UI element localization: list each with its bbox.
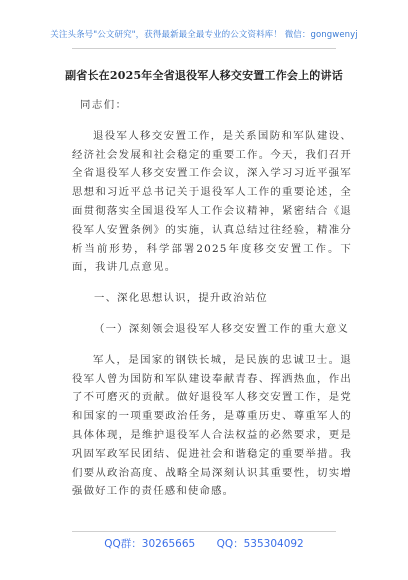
footer-divider <box>72 531 336 532</box>
footer-contact <box>0 536 408 551</box>
subsection-paragraph: 军人，是国家的钢铁长城，是民族的忠诚卫士。退役军人曾为国防和军队建设奉献青春、挥洒热血，作出了不可磨灭的贡献。做好退役军人移交安置工作，是党和国家的一项重要政治任务，是尊重历史、尊重军人的具体体现，是维护退役军人合法权益的必然要求，更是巩固军政军民团结、促进社会和谐稳定的重要举措。我们要从政治高度、战略全局深刻认识其重要性，切实增强做好工作的责任感和使命感。 <box>72 353 352 498</box>
qq-group-number: QQ群：30265665 <box>104 538 196 550</box>
header-banner: 关注头条号"公文研究"，获得最新最全最专业的公文资料库！ 微信：gongwenyj <box>50 30 358 40</box>
document-body <box>72 96 352 513</box>
intro-paragraph: 退役军人移交安置工作，是关系国防和军队建设、经济社会发展和社会稳定的重要工作。今天，我们召开全省退役军人移交安置工作会议，深入学习习近平强军思想和习近平总书记关于退役军人工作的重要论述，全面贯彻落实全国退役军人工作会议精神，紧密结合《退役军人安置条例》的实施，认真总结过往经验，精准分析当前形势，科学部署2025年度移交安置工作。下面，我讲几点意见。 <box>72 129 352 274</box>
header-divider <box>72 48 336 49</box>
subsection-heading-1: （一）深刻领会退役军人移交安置工作的重大意义 <box>94 322 349 335</box>
document-title: 副省长在2025年全省退役军人移交安置工作会上的讲话 <box>65 69 343 82</box>
section-heading-1: 一、深化思想认识，提升政治站位 <box>94 292 268 305</box>
salutation: 同志们： <box>80 99 128 111</box>
qq-number: QQ：535304092 <box>216 538 304 550</box>
